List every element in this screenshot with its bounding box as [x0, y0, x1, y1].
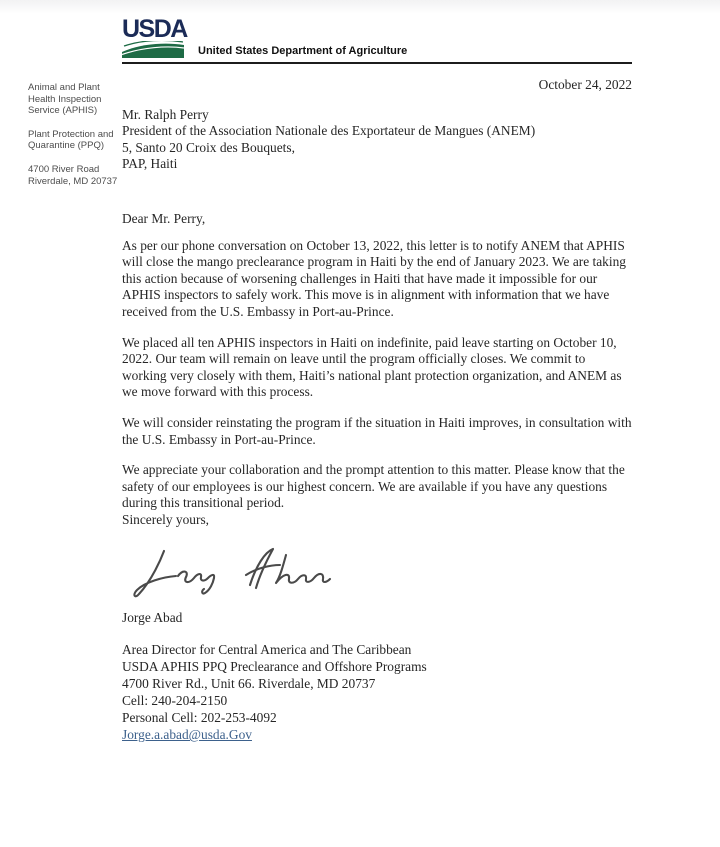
recipient-title: President of the Association Nationale des Exportateur de Mangues (ANEM)	[122, 123, 536, 139]
sidebar-agency-line: Service (APHIS)	[28, 105, 98, 117]
sidebar-agency-line: Animal and Plant	[28, 82, 100, 93]
signer-title: Area Director for Central America and The Caribbean	[122, 642, 412, 658]
letter-date: October 24, 2022	[538, 77, 632, 92]
body-paragraph-3: We will consider reinstating the program if the situation in Haiti improves, in consultation with the U.S. Embassy in Port-au-Prince.	[122, 414, 632, 447]
signer-org: USDA APHIS PPQ Preclearance and Offshore Programs	[122, 659, 427, 675]
signer-typed-name: Jorge Abad	[122, 610, 183, 626]
signer-block	[122, 641, 632, 743]
sidebar-agency	[28, 82, 123, 117]
recipient-name: Mr. Ralph Perry	[122, 106, 209, 122]
body-paragraph-4: We appreciate your collaboration and the prompt attention to this matter. Please know that the safety of our employees is our highest concern. We are available if you have any questions during this transitional period.	[122, 462, 625, 511]
sidebar-agency-line: Health Inspection	[28, 93, 102, 105]
recipient-street: 5, Santo 20 Croix des Bouquets,	[122, 139, 295, 155]
body-paragraph-1: As per our phone conversation on October 13, 2022, this letter is to notify ANEM that APHIS will close the mango preclearance program in Haiti by the end of January 2023. We are taking this action because of worsening challenges in Haiti that have made it impossible for our APHIS inspectors to safely work. This move is in alignment with information that we have received from the U.S. Embassy in Port-au-Prince.	[122, 237, 626, 319]
recipient-city: PAP, Haiti	[122, 156, 178, 172]
closing-phrase: Sincerely yours,	[122, 511, 210, 527]
signer-email-link[interactable]: Jorge.a.abad@usda.Gov	[122, 727, 252, 743]
usda-logo	[122, 16, 186, 60]
letterhead	[122, 0, 632, 60]
sidebar-program-line: Plant Protection and	[28, 128, 114, 140]
sidebar-address-line: Riverdale, MD 20737	[28, 175, 118, 187]
department-name: United States Department of Agriculture	[198, 45, 408, 57]
salutation: Dear Mr. Perry,	[122, 210, 206, 226]
sidebar-address	[28, 164, 123, 187]
sidebar-address-line: 4700 River Road	[28, 163, 100, 175]
handwritten-signature	[128, 544, 363, 602]
sidebar-program-line: Quarantine (PPQ)	[28, 140, 105, 152]
usda-swoosh-icon	[122, 41, 184, 58]
sidebar-program	[28, 129, 123, 152]
body-paragraph-2: We placed all ten APHIS inspectors in Haiti on indefinite, paid leave starting on October 10, 2022. Our team will remain on leave until the program officially closes. We commit to working very closely with them, Haiti’s national plant protection organization, and ANEM as we move forward with this process.	[122, 334, 622, 400]
letterhead-rule	[122, 62, 632, 64]
signature-ink-icon	[128, 544, 363, 602]
signer-address: 4700 River Rd., Unit 66. Riverdale, MD 20737	[122, 676, 376, 692]
usda-logo-wordmark: USDA	[122, 15, 187, 43]
signer-personal-cell: Personal Cell: 202-253-4092	[122, 710, 277, 726]
recipient-block	[122, 107, 632, 173]
letterhead-sidebar	[28, 82, 123, 199]
signer-cell: Cell: 240-204-2150	[122, 693, 228, 709]
